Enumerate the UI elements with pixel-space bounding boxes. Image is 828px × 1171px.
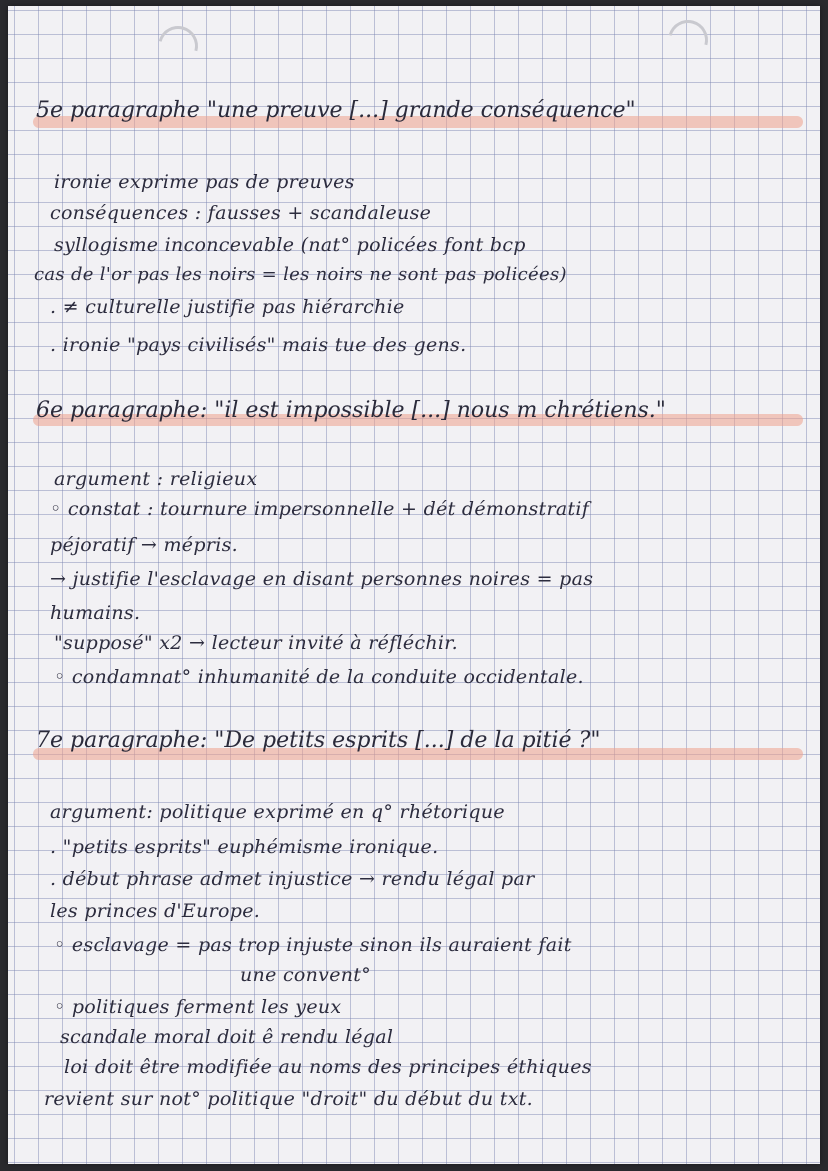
note-line: revient sur not° politique "droit" du début du txt. — [44, 1088, 534, 1110]
note-line: . début phrase admet injustice → rendu légal par — [50, 868, 535, 890]
note-line: . "petits esprits" euphémisme ironique. — [50, 836, 439, 858]
section-heading-5: 5e paragraphe "une preuve [...] grande conséquence" — [36, 98, 636, 123]
note-line: argument: politique exprimé en q° rhétorique — [50, 801, 505, 823]
note-line: ◦ constat : tournure impersonnelle + dét démonstratif — [50, 498, 590, 520]
section-heading-6: 6e paragraphe: "il est impossible [...] nous m chrétiens." — [36, 398, 666, 423]
note-line: → justifie l'esclavage en disant personnes noires = pas — [50, 568, 594, 590]
note-line: humains. — [50, 602, 141, 624]
binder-hole-left — [151, 19, 206, 74]
note-line: conséquences : fausses + scandaleuse — [50, 202, 432, 224]
note-line: syllogisme inconcevable (nat° policées font bcp — [54, 234, 526, 256]
note-line: "supposé" x2 → lecteur invité à réfléchir. — [54, 632, 458, 654]
note-line: les princes d'Europe. — [50, 900, 261, 922]
note-line: . ironie "pays civilisés" mais tue des gens. — [50, 334, 467, 356]
section-heading-7: 7e paragraphe: "De petits esprits [...] de la pitié ?" — [36, 728, 601, 753]
note-line: ◦ esclavage = pas trop injuste sinon ils auraient fait — [54, 934, 572, 956]
note-line: . ≠ culturelle justifie pas hiérarchie — [50, 296, 405, 318]
note-line: argument : religieux — [54, 468, 258, 490]
note-line: cas de l'or pas les noirs = les noirs ne sont pas policées) — [34, 264, 567, 285]
note-line: ◦ condamnat° inhumanité de la conduite occidentale. — [54, 666, 584, 688]
notebook-page — [8, 6, 820, 1164]
note-line: loi doit être modifiée au noms des principes éthiques — [64, 1056, 592, 1078]
note-line: péjoratif → mépris. — [50, 534, 238, 556]
note-line: une convent° — [240, 964, 372, 986]
binder-hole-right — [661, 13, 716, 68]
note-line: ironie exprime pas de preuves — [54, 171, 355, 193]
note-line: scandale moral doit ê rendu légal — [60, 1026, 394, 1048]
note-line: ◦ politiques ferment les yeux — [54, 996, 342, 1018]
